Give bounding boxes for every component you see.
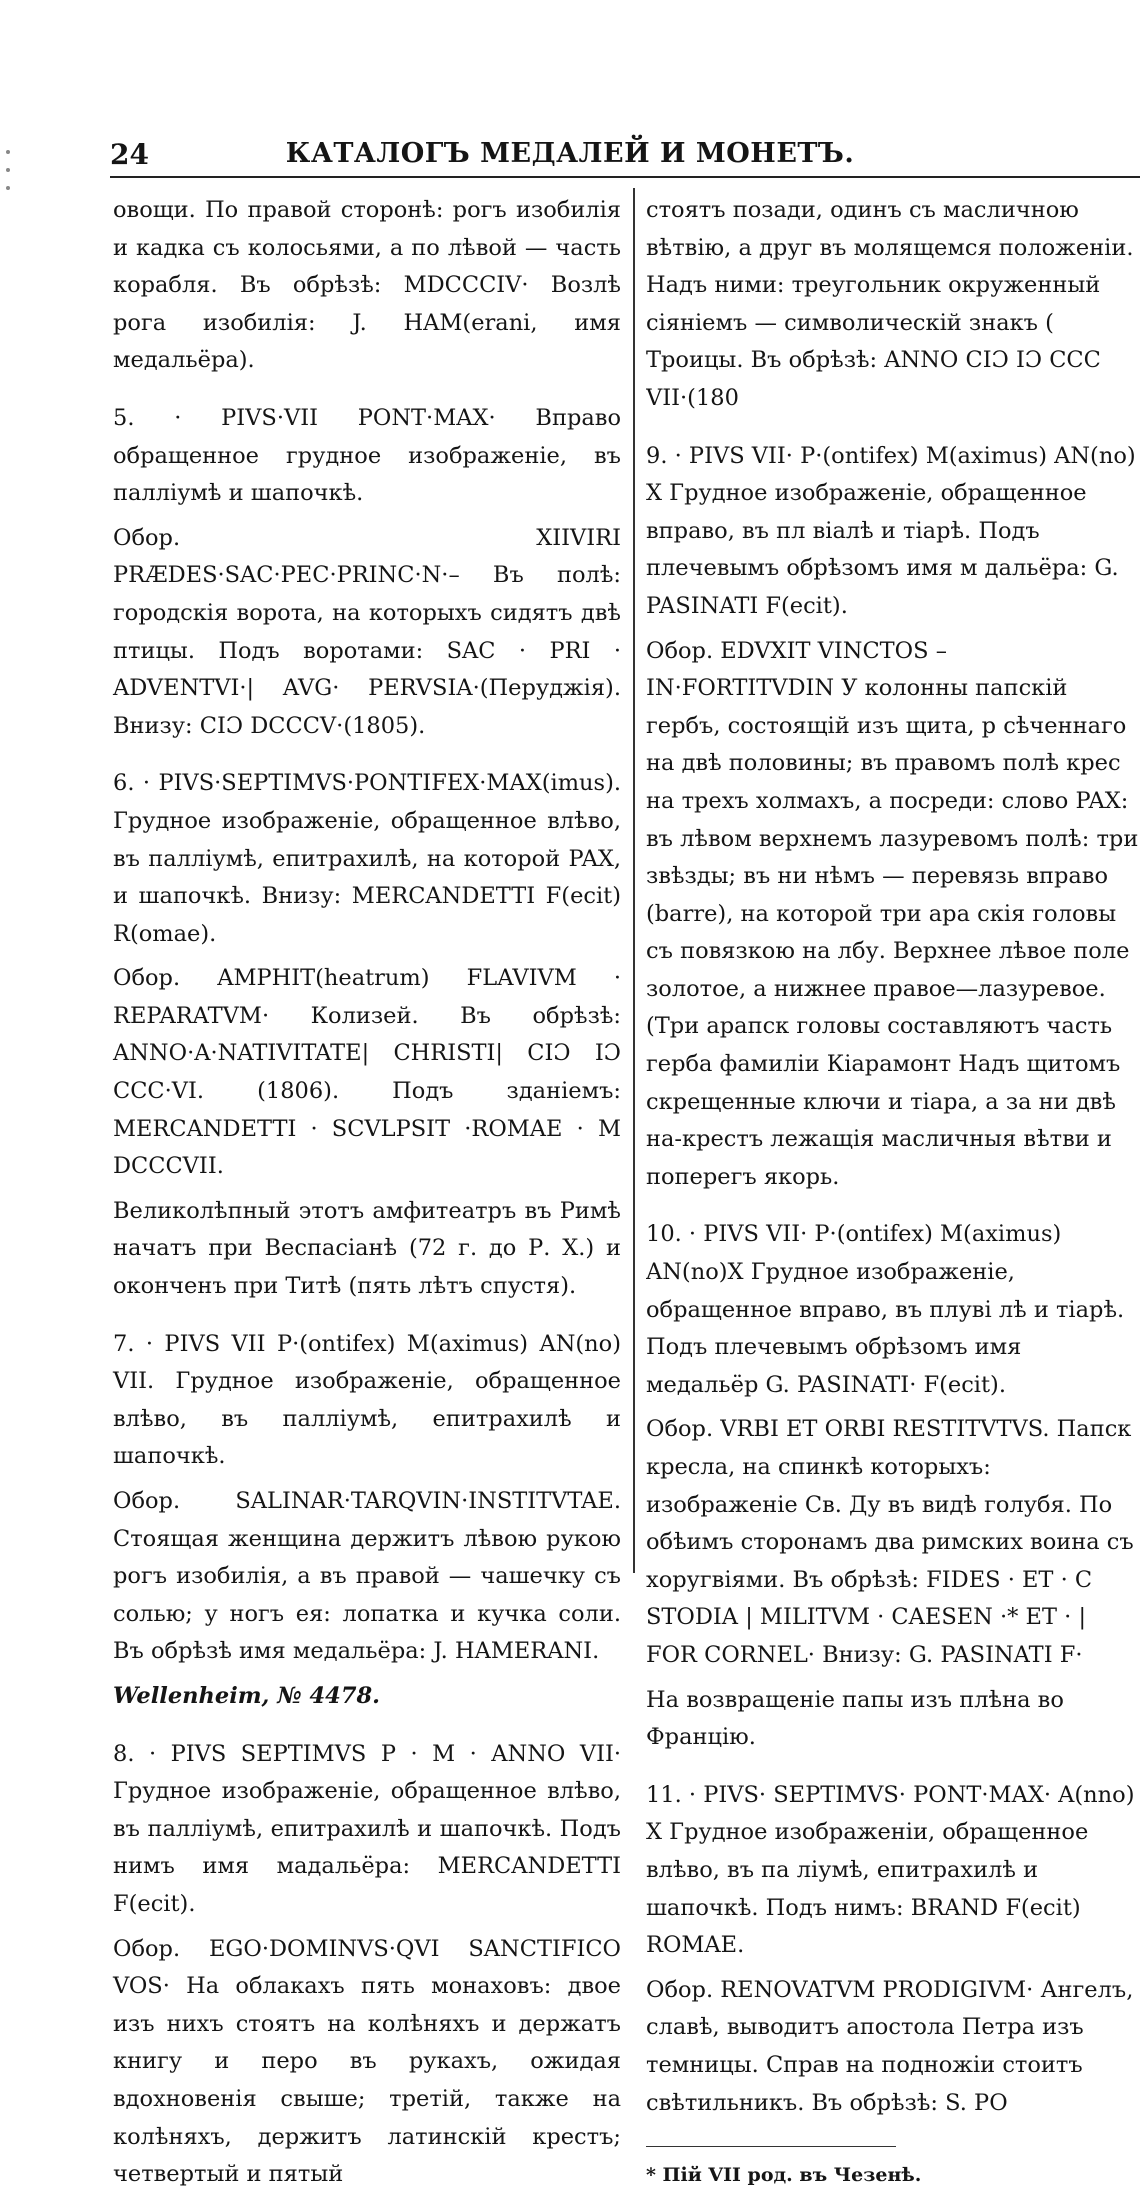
entry-10-reverse: Обор. VRBI ET ORBI RESTITVTVS. Папск кресла, на спинкѣ которыхъ: изображеніе Св. Ду въ видѣ голубя. По обѣимъ сторонамъ два римских воина съ хоругвіями. Въ обрѣзѣ: FIDES · ET · C STODIA | MILITVM · CAESEN ·* ET · | FOR CORNEL· Внизу: G. PASINATI F· bbox=[646, 1416, 1134, 1668]
header-rule bbox=[110, 176, 1140, 178]
entry-10: 10. · PIVS VII· P·(ontifex) M(aximus) AN(no)X Грудное изображеніе, обращенное вправо, въ плуві лѣ и тіарѣ. Подъ плечевымъ обрѣзомъ имя медальёр G. PASINATI· F(ecit). bbox=[646, 1221, 1125, 1398]
entry-5: 5. · PIVS·VII PONT·MAX· Вправо обращенное грудное изображеніе, въ палліумѣ и шапочкѣ. bbox=[113, 404, 621, 507]
entry-11-reverse: Обор. RENOVATVM PRODIGIVM· Ангелъ, славѣ, выводитъ апостола Петра изъ темницы. Справ на подножіи стоитъ свѣтильникъ. Въ обрѣзѣ: S. PO bbox=[646, 1976, 1134, 2116]
paragraph-continuation: стоятъ позади, одинъ съ масличною вѣтвію, а друг въ молящемся положеніи. Надъ ними: треугольник окруженный сіяніемъ — символическій знакъ ( Троицы. Въ обрѣзѣ: ANNO CIƆ IƆ CCC VII·(180 bbox=[646, 197, 1134, 411]
entry-8: 8. · PIVS SEPTIMVS P · M · ANNO VII· Грудное изображеніе, обращенное влѣво, въ палліумѣ, епитрахилѣ и шапочкѣ. Подъ нимъ имя мадальёра: MERCANDETTI F(ecit). bbox=[113, 1740, 621, 1917]
right-column bbox=[646, 192, 1140, 2202]
paragraph-continuation: овощи. По правой сторонѣ: рогъ изобилія и кадка съ колосьями, а по лѣвой — часть корабля. Въ обрѣзѣ: MDCCCIV· Возлѣ рога изобилія: J. HAM(erani, имя медальёра). bbox=[113, 197, 621, 374]
margin-speck bbox=[6, 186, 10, 190]
footnote: * Пій VII род. въ Чезенѣ. bbox=[646, 2164, 922, 2187]
entry-6-reverse: Обор. AMPHIT(heatrum) FLAVIVM · REPARATVM· Колизей. Въ обрѣзѣ: ANNO·A·NATIVITATE| CHRISTI| CIƆ IƆ CCC·VI. (1806). Подъ зданіемъ: MERCANDETTI · SCVLPSIT ·ROMAE · M DCCCVII. bbox=[113, 965, 621, 1180]
entry-6-note: Великолѣпный этотъ амфитеатръ въ Римѣ начатъ при Веспасіанѣ (72 г. до Р. Х.) и оконченъ при Титѣ (пять лѣтъ спустя). bbox=[113, 1197, 621, 1300]
left-column bbox=[113, 192, 621, 2201]
column-divider bbox=[633, 188, 635, 1573]
entry-7: 7. · PIVS VII P·(ontifex) M(aximus) AN(no) VII. Грудное изображеніе, обращенное влѣво, въ палліумѣ, епитрахилѣ и шапочкѣ. bbox=[113, 1330, 621, 1470]
margin-speck bbox=[6, 168, 10, 172]
running-title: КАТАЛОГЪ МЕДАЛЕЙ И МОНЕТЪ. bbox=[285, 138, 855, 169]
entry-9-reverse: Обор. EDVXIT VINCTOS – IN·FORTITVDIN У колонны папскій гербъ, состоящій изъ щита, р сѣченнаго на двѣ половины; въ правомъ полѣ крес на трехъ холмахъ, а посреди: слово PAX: въ лѣвом верхнемъ лазуревомъ полѣ: три звѣзды; въ ни нѣмъ — перевязь вправо (barre), на которой три ара скія головы съ повязкою на лбу. Верхнее лѣвое поле золотое, а нижнее правое—лазуревое. (Три арапск головы составляютъ часть герба фамиліи Кіарамонт Надъ щитомъ скрещенные ключи и тіара, а за ни двѣ на-крестъ лежащія масличныя вѣтви и поперегъ якорь. bbox=[646, 637, 1139, 1190]
entry-6: 6. · PIVS·SEPTIMVS·PONTIFEX·MAX(imus). Грудное изображеніе, обращенное влѣво, въ палліумѣ, епитрахилѣ, на которой PAX, и шапочкѣ. Внизу: MERCANDETTI F(ecit) R(omae). bbox=[113, 770, 621, 947]
entry-8-reverse: Обор. EGO·DOMINVS·QVI SANCTIFICO VOS· На облакахъ пять монаховъ: двое изъ нихъ стоятъ на колѣняхъ и держатъ книгу и перо въ рукахъ, ожидая вдохновенія свыше; третій, также на колѣняхъ, держитъ латинскій крестъ; четвертый и пятый bbox=[113, 1935, 621, 2188]
entry-10-note: На возвращеніе папы изъ плѣна во Францію. bbox=[646, 1686, 1064, 1751]
entry-5-reverse: Обор. XIIVIRI PRÆDES·SAC·PEC·PRINC·N·– Въ полѣ: городскія ворота, на которыхъ сидятъ двѣ птицы. Подъ воротами: SAC · PRI · ADVENTVI·| AVG· PERVSIA·(Перуджія). Внизу: CIƆ DCCCV·(1805). bbox=[113, 524, 621, 739]
entry-11: 11. · PIVS· SEPTIMVS· PONT·MAX· A(nno) X Грудное изображеніи, обращенное влѣво, въ па ліумѣ, епитрахилѣ и шапочкѣ. Подъ нимъ: BRAND F(ecit) ROMAE. bbox=[646, 1781, 1135, 1959]
footnote-rule bbox=[646, 2146, 896, 2147]
entry-9: 9. · PIVS VII· P·(ontifex) M(aximus) AN(no) X Грудное изображеніе, обращенное вправо, въ пл віалѣ и тіарѣ. Подъ плечевымъ обрѣзомъ имя м дальёра: G. PASINATI F(ecit). bbox=[646, 442, 1136, 619]
entry-7-reference: Wellenheim, № 4478. bbox=[113, 1682, 380, 1709]
entry-7-reverse: Обор. SALINAR·TARQVIN·INSTITVTAE. Стоящая женщина держитъ лѣвою рукою рогъ изобилія, а въ правой — чашечку съ солью; у ногъ ея: лопатка и кучка соли. Въ обрѣзѣ имя медальёра: J. HAMERANI. bbox=[113, 1488, 621, 1665]
margin-speck bbox=[6, 150, 10, 154]
page-number: 24 bbox=[110, 138, 149, 171]
